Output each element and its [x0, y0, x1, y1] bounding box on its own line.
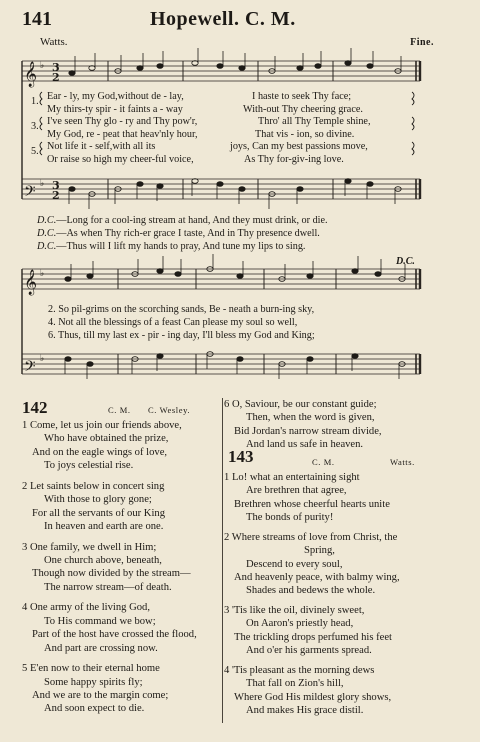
svg-text:2: 2	[52, 189, 60, 202]
stanza-line: Part of the host have crossed the flood,	[32, 629, 197, 641]
stanza-line: Though now divided by the stream—	[32, 568, 191, 580]
lyric-line: My God, re - peat that heav'nly hour,	[47, 129, 198, 140]
lyric-line: Ear - ly, my God,without de - lay,	[47, 91, 184, 102]
stanza-line: Spring,	[304, 545, 335, 557]
dc-line: D.C.—As when Thy rich-er grace I taste, And in Thy presence dwell.	[37, 228, 320, 239]
stanza-line: One church above, beneath,	[44, 555, 162, 566]
stanza-line: In heaven and earth are one.	[44, 521, 164, 532]
flat-icon: ♭	[40, 354, 45, 364]
stanza-line: For all the servants of our King	[32, 507, 165, 519]
staff-treble-2	[22, 269, 420, 289]
stanza-line: Then, when the word is given,	[246, 412, 375, 424]
stanza-first-line: 4 'Tis pleasant as the morning dews	[224, 664, 375, 676]
stanza-line: The bonds of purity!	[246, 512, 334, 524]
stanza-first-line: 5 E'en now to their eternal home	[22, 663, 160, 675]
stanza-line: That fall on Zion's hill,	[246, 678, 344, 690]
staff-bass-2	[22, 354, 420, 374]
hymn-meter: C. M.	[108, 405, 131, 415]
hymn-author: C. Wesley.	[148, 405, 191, 415]
lyric-line: My thirs-ty spir - it faints a - way	[47, 104, 183, 115]
stanza-first-line: 3 One family, we dwell in Him;	[22, 541, 157, 553]
stanza-line: And part are crossing now.	[44, 642, 158, 654]
stanza-line: Brethren whose cheerful hearts unite	[234, 498, 390, 510]
flat-icon: ♭	[40, 61, 45, 71]
svg-text:3: 3	[52, 179, 60, 192]
stanza-line: And o'er his garments spread.	[246, 645, 372, 657]
composer-credit: Watts.	[40, 36, 68, 48]
hymn-author: Watts.	[390, 457, 415, 467]
stanza-line: And soon expect to die.	[44, 703, 145, 715]
stanza-line: The narrow stream—of death.	[44, 581, 172, 593]
bass-clef-icon: 𝄢	[24, 183, 36, 204]
stanza-first-line: 2 Where streams of love from Christ, the	[224, 531, 398, 543]
stanza-line: And heavenly peace, with balmy wing,	[234, 572, 400, 583]
flat-icon: ♭	[40, 179, 45, 189]
dc-line: D.C.—Long for a cool-ing stream at hand, And they must drink, or die.	[37, 215, 328, 226]
stanza-line: The trickling drops perfumed his feet	[234, 631, 392, 643]
stanza-first-line: 4 One army of the living God,	[22, 602, 150, 614]
stanza-first-line: 6 O, Saviour, be our constant guide;	[224, 399, 377, 410]
stanza-line: Where God His mildest glory shows,	[234, 691, 392, 703]
stanza-line: And makes His grace distil.	[246, 705, 364, 716]
stanza-line: And land us safe in heaven.	[246, 439, 364, 451]
lyric-line: Or raise so high my cheer-ful voice,	[47, 154, 194, 165]
stanza-line: To His command we bow;	[44, 615, 156, 627]
tune-title: Hopewell. C. M.	[150, 8, 296, 30]
bass-clef-icon: 𝄢	[24, 358, 36, 379]
stanza-line: Are brethren that agree,	[246, 485, 347, 497]
stanza-line: To joys celestial rise.	[44, 460, 134, 472]
treble-clef-icon: 𝄞	[24, 270, 38, 295]
lyric-line: I've seen Thy glo - ry and Thy pow'r,	[47, 116, 198, 127]
svg-text:2: 2	[52, 71, 60, 84]
stanza-line: Who have obtained the prize,	[44, 433, 169, 445]
stanza-line: And we are to the margin come;	[32, 690, 169, 701]
stanza-first-line: 2 Let saints below in concert sing	[22, 480, 165, 492]
fine-mark: Fine.	[410, 37, 434, 48]
lyric-line: With-out Thy cheering grace.	[243, 104, 363, 115]
stanza-line: And on the eagle wings of love,	[32, 446, 168, 458]
stanza-first-line: 3 'Tis like the oil, divinely sweet,	[224, 605, 365, 616]
stanza-line: Bid Jordan's narrow stream divide,	[234, 425, 382, 437]
hymn-number: 143	[228, 447, 254, 466]
page-number: 141	[22, 8, 52, 30]
stanza-first-line: 1 Come, let us join our friends above,	[22, 420, 182, 431]
svg-text:3: 3	[52, 61, 60, 74]
verse-number: 1.	[31, 96, 39, 107]
lyric-line: Thro' all Thy Temple shine,	[258, 116, 371, 127]
dc-line: D.C.—Thus will I lift my hands to pray, And tune my lips to sing.	[37, 241, 306, 252]
stanza-line: On Aaron's priestly head,	[246, 618, 354, 630]
flat-icon: ♭	[40, 269, 45, 279]
lyric-line: 4. Not all the blessings of a feast Can please my soul so well,	[48, 317, 298, 328]
lyric-line: joys, Can my best passions move,	[230, 141, 368, 152]
lyric-line: As Thy for-giv-ing love.	[244, 154, 344, 165]
stanza-line: With those to glory gone;	[44, 494, 152, 506]
stanza-line: Some happy spirits fly;	[44, 676, 143, 688]
lyric-line: I haste to seek Thy face;	[252, 91, 352, 102]
lyric-line: 6. Thus, till my last ex - pir - ing day, I'll bless my God and King;	[48, 330, 315, 341]
lyric-line: That vis - ion, so divine.	[255, 129, 355, 140]
lyric-line: Not life it - self,with all its	[47, 141, 156, 152]
lyric-line: 2. So pil-grims on the scorching sands, Be - neath a burn-ing sky,	[48, 304, 315, 315]
stanza-first-line: 1 Lo! what an entertaining sight	[224, 472, 360, 483]
stanza-line: Descend to every soul,	[246, 558, 343, 570]
hymn-number: 142	[22, 398, 48, 417]
dc-mark: D.C.	[396, 256, 415, 267]
hymn-meter: C. M.	[312, 457, 335, 467]
verse-number: 3.	[31, 121, 39, 132]
verse-number: 5.	[31, 146, 39, 157]
treble-clef-icon: 𝄞	[24, 62, 38, 87]
stanza-line: Shades and bedews the whole.	[246, 585, 376, 597]
column-divider	[222, 398, 223, 723]
